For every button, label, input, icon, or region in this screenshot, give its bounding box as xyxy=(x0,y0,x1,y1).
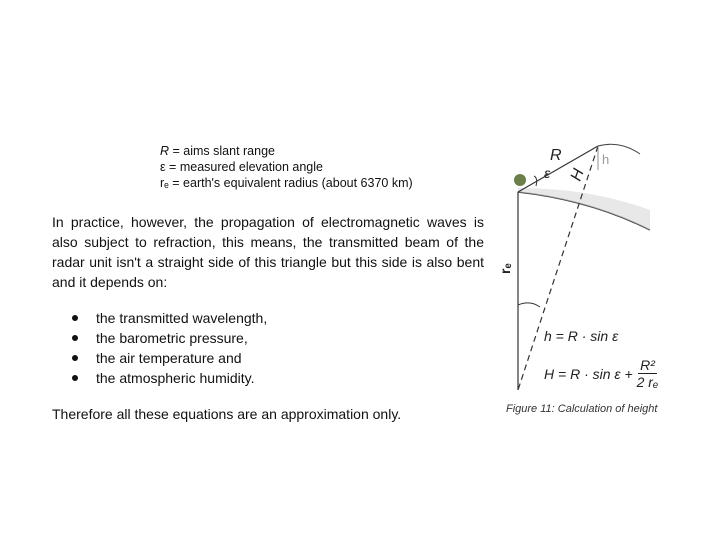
fraction: $\frac{\text{R²}}{\text{2 rₑ}}$ xyxy=(636,357,659,390)
list-item: the atmospheric humidity. xyxy=(72,368,267,388)
definition-re: rₑ = earth's equivalent radius (about 6370 km) xyxy=(160,176,413,190)
list-item: the air temperature and xyxy=(72,348,267,368)
earth-shading xyxy=(518,188,650,230)
elevation-angle-arc xyxy=(534,176,537,186)
label-h: h xyxy=(602,152,610,167)
dependency-list xyxy=(72,308,267,388)
bullet-icon xyxy=(72,375,78,381)
list-item: the barometric pressure, xyxy=(72,328,267,348)
formula-H: H = R · sin ε + $\frac{\text{R²}}{\text{2 rₑ}}$ xyxy=(544,357,659,390)
label-H: H xyxy=(567,166,588,184)
list-item: the transmitted wavelength, xyxy=(72,308,267,328)
symbol-definitions xyxy=(160,143,413,191)
refraction-paragraph: In practice, however, the propagation of electromagnetic waves is also subject to refraction, this means, the transmitted beam of the radar unit isn't a straight side of this triangle but this side is also bent and it depends on: xyxy=(52,214,484,290)
bullet-icon xyxy=(72,335,78,341)
label-R: R xyxy=(550,147,562,164)
bullet-icon xyxy=(72,315,78,321)
formula-h: h = R · sin ε xyxy=(544,328,619,344)
bullet-icon xyxy=(72,355,78,361)
definition-R: R = aims slant range xyxy=(160,144,275,158)
label-epsilon: ε xyxy=(544,165,551,181)
radar-antenna-icon xyxy=(514,174,526,186)
height-calculation-diagram xyxy=(497,140,700,390)
height-line xyxy=(518,146,598,390)
definition-epsilon: ε = measured elevation angle xyxy=(160,160,323,174)
conclusion-text: Therefore all these equations are an approximation only. xyxy=(52,406,402,422)
center-angle-arc xyxy=(518,303,540,307)
figure-caption: Figure 11: Calculation of height xyxy=(506,403,658,415)
label-re: rₑ xyxy=(497,263,513,274)
